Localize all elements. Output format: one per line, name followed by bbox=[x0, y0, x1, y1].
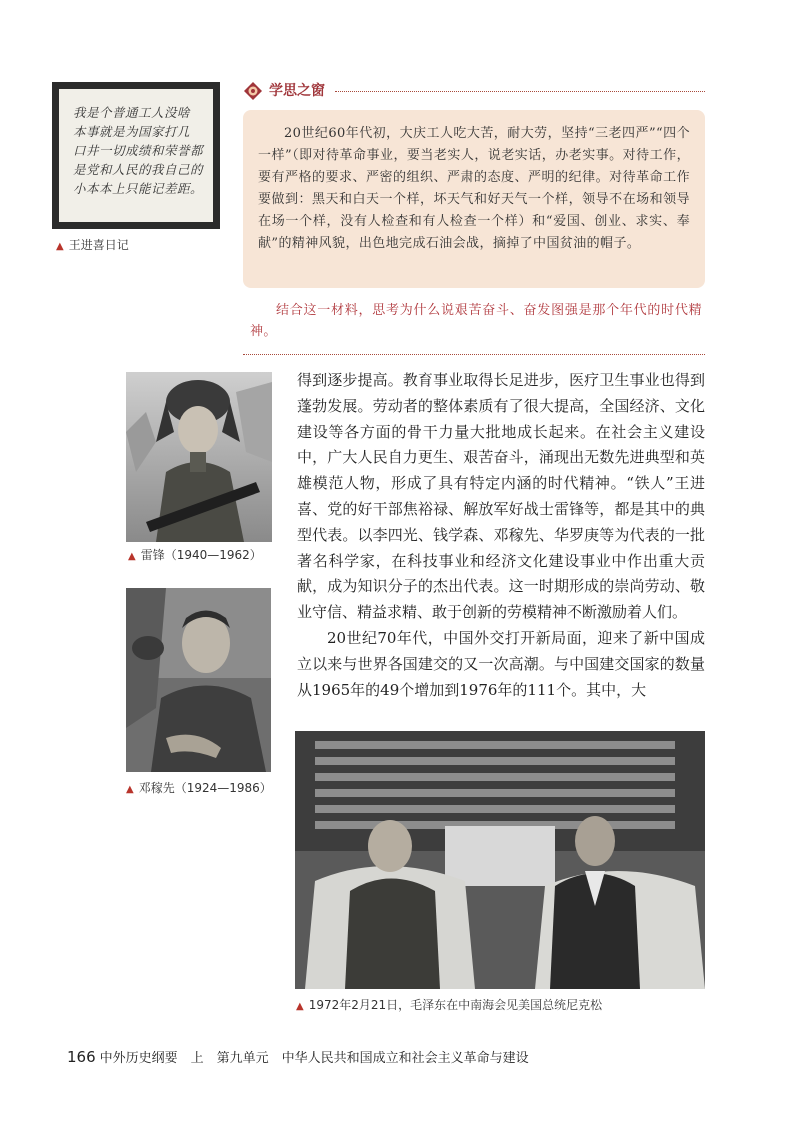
main-text bbox=[297, 368, 705, 703]
thinking-question-text: 结合这一材料，思考为什么说艰苦奋斗、奋发图强是那个年代的时代精神。 bbox=[250, 303, 702, 339]
deng-jiaxian-caption bbox=[126, 779, 272, 796]
thinking-box-paragraph: 20世纪60年代初，大庆工人吃大苦，耐大劳，坚持“三老四严”“四个一样”（即对待革命事业，要当老实人，说老实话，办老实事。对待工作，要有严格的要求、严密的组织、严肃的态度、严明的纪律。对待革命工作要做到：黑天和白天一个样，坏天气和好天气一个样，领导不在场和领导在场一个样，没有人检查和有人检查一个样）和“爱国、创业、求实、奉献”的精神风貌，出色地完成石油会战，摘掉了中国贫油的帽子。 bbox=[258, 126, 690, 251]
deng-jiaxian-photo bbox=[126, 588, 271, 772]
triangle-marker-icon: ▲ bbox=[296, 1001, 304, 1012]
diary-line: 口井一切成绩和荣誉都 bbox=[73, 143, 204, 158]
header-divider bbox=[335, 91, 705, 92]
triangle-marker-icon: ▲ bbox=[56, 241, 64, 252]
thinking-box bbox=[243, 110, 705, 288]
page-footer bbox=[67, 1047, 529, 1066]
mao-nixon-caption-text: 1972年2月21日，毛泽东在中南海会见美国总统尼克松 bbox=[308, 998, 603, 1012]
lei-feng-caption bbox=[128, 546, 262, 563]
mao-nixon-photo bbox=[295, 731, 705, 989]
diary-caption-text: 王进喜日记 bbox=[68, 238, 129, 252]
main-paragraph-1: 得到逐步提高。教育事业取得长足进步，医疗卫生事业也得到蓬勃发展。劳动者的整体素质有了很大提高，全国经济、文化建设等各方面的骨干力量大批地成长起来。在社会主义建设中，广大人民自力更生、艰苦奋斗，涌现出无数先进典型和英雄模范人物，形成了具有特定内涵的时代精神。“铁人”王进喜、党的好干部焦裕禄、解放军好战士雷锋等，都是其中的典型代表。以李四光、钱学森、邓稼先、华罗庚等为代表的一批著名科学家，在科技事业和经济文化建设事业中作出重大贡献，成为知识分子的杰出代表。这一时期形成的崇尚劳动、敬业守信、精益求精、敢于创新的劳模精神不断激励着人们。 bbox=[297, 371, 705, 622]
thinking-question bbox=[250, 300, 702, 342]
page-number: 166 bbox=[67, 1048, 96, 1066]
diary-line: 小本本上只能记差距。 bbox=[73, 181, 204, 196]
lei-feng-photo bbox=[126, 372, 272, 542]
mao-nixon-caption bbox=[296, 996, 602, 1013]
triangle-marker-icon: ▲ bbox=[128, 551, 136, 562]
main-paragraph-2: 20世纪70年代，中国外交打开新局面，迎来了新中国成立以来与世界各国建交的又一次高潮。与中国建交国家的数量从1965年的49个增加到1976年的111个。其中，大 bbox=[297, 628, 705, 699]
diamond-flower-icon bbox=[243, 81, 263, 101]
lei-feng-caption-text: 雷锋（1940—1962） bbox=[140, 548, 262, 562]
thinking-box-title: 学思之窗 bbox=[269, 83, 325, 99]
diary-line: 是党和人民的我自己的 bbox=[73, 162, 204, 177]
triangle-marker-icon: ▲ bbox=[126, 784, 134, 795]
thinking-box-header bbox=[243, 80, 705, 102]
diary-line: 本事就是为国家打几 bbox=[73, 124, 191, 139]
diary-image bbox=[52, 82, 220, 229]
diary-paper bbox=[59, 89, 213, 222]
diary-caption bbox=[56, 236, 129, 253]
diary-line: 我是个普通工人没啥 bbox=[73, 105, 191, 120]
footer-text: 中外历史纲要 上 第九单元 中华人民共和国成立和社会主义革命与建设 bbox=[99, 1051, 529, 1066]
deng-jiaxian-caption-text: 邓稼先（1924—1986） bbox=[138, 781, 272, 795]
section-divider bbox=[243, 354, 705, 355]
